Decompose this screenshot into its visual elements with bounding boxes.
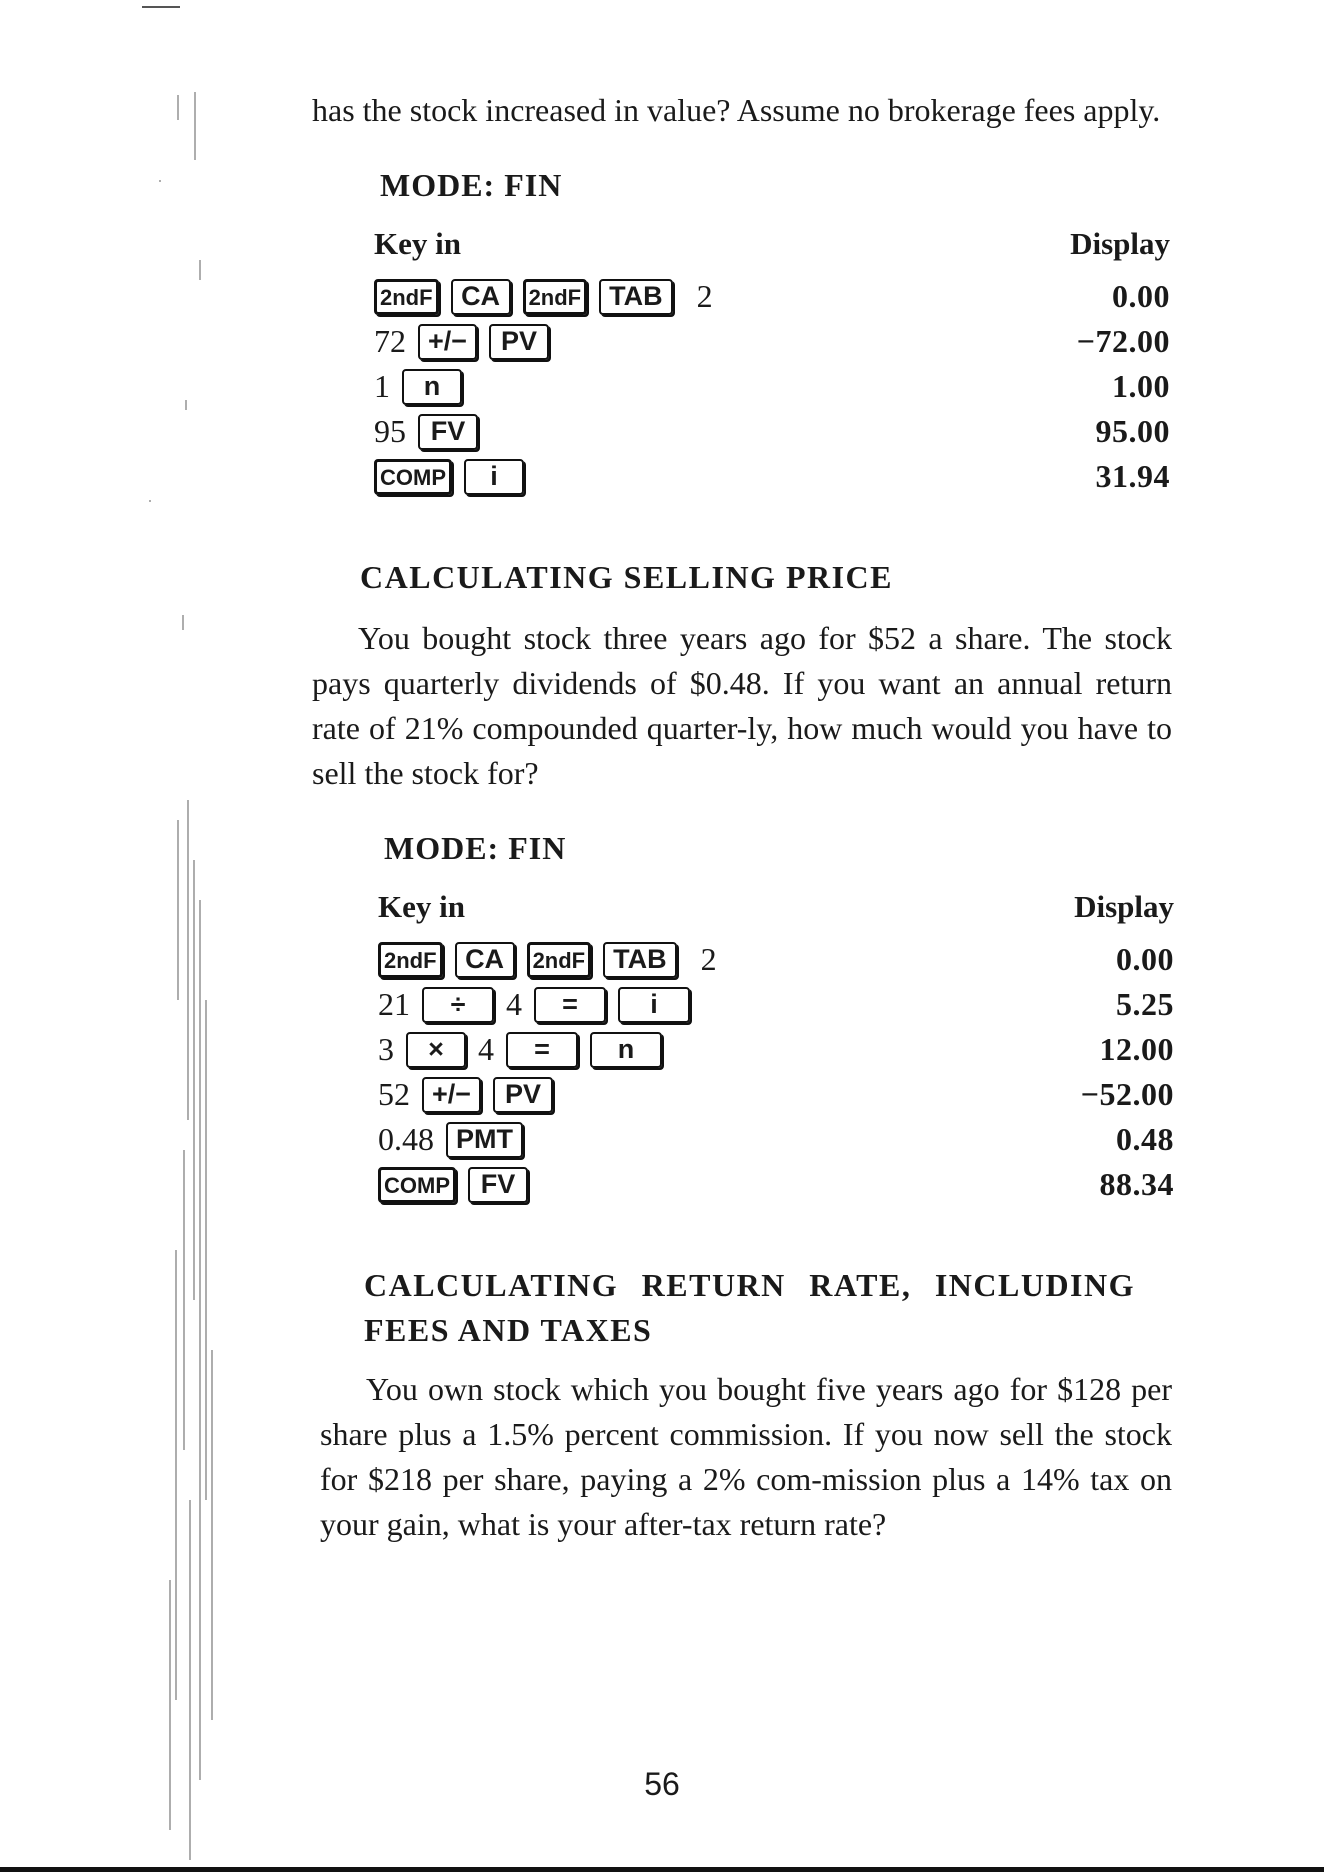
key-fv: FV <box>468 1167 528 1203</box>
key-equals: = <box>506 1032 578 1068</box>
key-digits: 1 <box>374 368 390 404</box>
col-key-in: Key in <box>374 226 461 261</box>
key-change-sign: +/− <box>422 1077 481 1113</box>
table-row <box>378 1027 1174 1072</box>
display-value: 12.00 <box>1099 1031 1174 1067</box>
display-value: 5.25 <box>1116 986 1174 1022</box>
key-digits: 72 <box>374 323 406 359</box>
display-value: 1.00 <box>1112 368 1170 404</box>
key-2ndf: 2ndF <box>527 942 592 978</box>
key-pmt: PMT <box>446 1122 523 1158</box>
table-row <box>378 1072 1174 1117</box>
mode-label-1: MODE: FIN <box>380 167 563 203</box>
table-row <box>378 982 1174 1027</box>
scan-mark <box>142 6 180 8</box>
table-row <box>374 409 1170 454</box>
key-divide: ÷ <box>422 987 494 1023</box>
key-digits: 3 <box>378 1031 394 1067</box>
key-digits: 2 <box>700 941 717 977</box>
keystroke-table-2 <box>378 877 1174 1207</box>
table-row <box>374 319 1170 364</box>
table-header <box>374 214 1170 274</box>
display-value: −52.00 <box>1080 1076 1174 1112</box>
table-row <box>378 1117 1174 1162</box>
page-content <box>312 82 1172 1547</box>
col-display: Display <box>1074 889 1174 924</box>
key-i: i <box>464 459 524 495</box>
key-digits: 4 <box>478 1031 494 1067</box>
table-row <box>374 274 1170 319</box>
key-tab: TAB <box>603 942 677 978</box>
scan-edge-artifacts <box>0 0 240 1872</box>
display-value: 0.00 <box>1112 278 1170 314</box>
key-change-sign: +/− <box>418 324 477 360</box>
key-digits: 52 <box>378 1076 410 1112</box>
col-key-in: Key in <box>378 889 465 924</box>
intro-paragraph: has the stock increased in value? Assume no brokerage fees apply. <box>312 92 1161 128</box>
page-number: 56 <box>644 1766 680 1802</box>
table-row <box>378 1162 1174 1207</box>
heading-line: FEES AND TAXES <box>364 1312 653 1348</box>
key-ca: CA <box>451 279 511 315</box>
mode-label-2: MODE: FIN <box>384 830 567 866</box>
key-digits: 2 <box>696 278 713 314</box>
key-2ndf: 2ndF <box>523 279 588 315</box>
key-pv: PV <box>489 324 549 360</box>
section-heading-selling-price: CALCULATING SELLING PRICE <box>360 559 893 595</box>
table-row <box>378 937 1174 982</box>
heading-line: CALCULATING RETURN RATE, INCLUDING <box>364 1267 1135 1303</box>
key-2ndf: 2ndF <box>374 279 439 315</box>
key-equals: = <box>534 987 606 1023</box>
key-n: n <box>402 369 462 405</box>
key-2ndf: 2ndF <box>378 942 443 978</box>
key-digits: 0.48 <box>378 1121 434 1157</box>
display-value: 95.00 <box>1095 413 1170 449</box>
display-value: 0.48 <box>1116 1121 1174 1157</box>
key-comp: COMP <box>374 459 452 495</box>
key-digits: 95 <box>374 413 406 449</box>
display-value: −72.00 <box>1076 323 1170 359</box>
key-digits: 4 <box>506 986 522 1022</box>
return-rate-paragraph: You own stock which you bought five years ago for $128 per share plus a 1.5% percent commission. If you now sell the stock for $218 per share, paying a 2% com-mission plus a 14% tax on your gain, what is your after-tax return rate? <box>320 1371 1172 1542</box>
key-fv: FV <box>418 414 478 450</box>
key-ca: CA <box>455 942 515 978</box>
table-row <box>374 454 1170 499</box>
table-row <box>374 364 1170 409</box>
section-heading-return-rate <box>364 1263 1172 1353</box>
key-multiply: × <box>406 1032 466 1068</box>
col-display: Display <box>1070 226 1170 261</box>
key-tab: TAB <box>599 279 673 315</box>
selling-price-paragraph: You bought stock three years ago for $52 a share. The stock pays quarterly dividends of $0.48. If you want an annual return rate of 21% compounded quarter-ly, how much would you have to sell the stock for? <box>312 620 1172 791</box>
scan-bottom-edge <box>0 1867 1324 1872</box>
key-comp: COMP <box>378 1167 456 1203</box>
display-value: 31.94 <box>1095 458 1170 494</box>
key-n: n <box>590 1032 662 1068</box>
keystroke-table-1 <box>374 214 1170 499</box>
key-digits: 21 <box>378 986 410 1022</box>
display-value: 88.34 <box>1099 1166 1174 1202</box>
key-i: i <box>618 987 690 1023</box>
key-pv: PV <box>493 1077 553 1113</box>
table-header <box>378 877 1174 937</box>
display-value: 0.00 <box>1116 941 1174 977</box>
